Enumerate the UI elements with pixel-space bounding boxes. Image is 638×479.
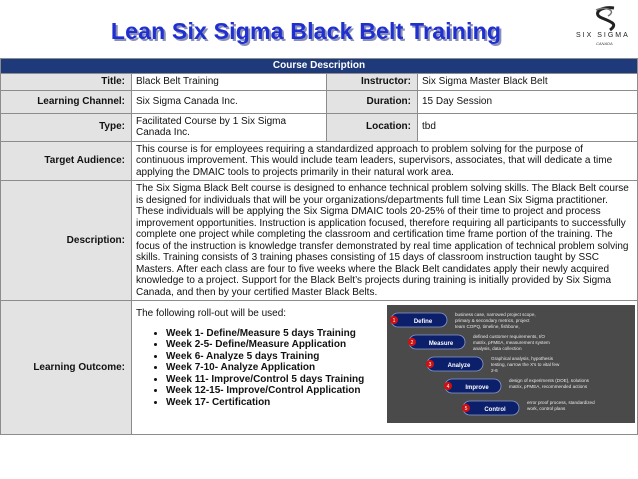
- dmaic-step-note: Graphical analysis, hypothesis: [491, 356, 554, 361]
- instructor-value: Six Sigma Master Black Belt: [418, 74, 638, 91]
- learning-outcome-cell: [132, 301, 638, 435]
- rollout-item: • Week 2-5- Define/Measure Application: [166, 339, 633, 351]
- rollout-item: • Week 11- Improve/Control 5 days Training: [166, 374, 633, 386]
- dmaic-step-label: Measure: [428, 341, 454, 347]
- location-value: tbd: [418, 113, 638, 141]
- dmaic-step-number: 1: [392, 318, 396, 324]
- dmaic-diagram: [387, 305, 635, 423]
- duration-label: Duration:: [327, 90, 418, 113]
- type-label: Type:: [1, 113, 132, 141]
- type-value: Facilitated Course by 1 Six Sigma Canada Inc.: [132, 113, 327, 141]
- dmaic-step-define: [390, 312, 536, 329]
- dmaic-step-note: analysis, data collection: [473, 346, 522, 351]
- dmaic-step-label: Improve: [465, 385, 489, 391]
- page-title: Lean Six Sigma Black Belt Training: [110, 18, 502, 44]
- target-audience-label: Target Audience:: [1, 141, 132, 181]
- learning-channel-label: Learning Channel:: [1, 90, 132, 113]
- dmaic-step-label: Analyze: [447, 363, 471, 369]
- dmaic-step-note: design of experiments (DOE), solutions: [509, 378, 589, 383]
- dmaic-step-label: Define: [413, 319, 433, 325]
- learning-outcome-intro: The following roll-out will be used:: [136, 308, 287, 319]
- dmaic-step-number: 4: [446, 384, 450, 390]
- learning-outcome-label: Learning Outcome:: [1, 301, 132, 435]
- description-label: Description:: [1, 181, 132, 301]
- dmaic-step-number: 2: [410, 340, 414, 346]
- course-description-header: Course Description: [1, 59, 638, 74]
- dmaic-step-note: primary & secondary metrics, project: [455, 318, 530, 323]
- logo-brand: SIX SIGMA: [576, 32, 630, 39]
- rollout-item: • Week 1- Define/Measure 5 days Training: [166, 328, 633, 340]
- learning-channel-value: Six Sigma Canada Inc.: [132, 90, 327, 113]
- dmaic-step-note: matrix, pFMEA, measurement system: [473, 340, 550, 345]
- dmaic-step-note: team COPQ, timeline, fishbone,: [455, 324, 520, 329]
- description-value: The Six Sigma Black Belt course is designed to enhance technical problem solving skills. The Black Belt course is designed for individuals that will be your organizations/departments full time Lean Six Sigma practitioner. These individuals will be applying the Six Sigma DMAIC tools 20-25% of their time to project and process improvement opportunities. Instruction is application focused, therefore requiring all participants to successfully complete one project while completing the classroom and certification time frame portion of the training. The focus of the instruction is knowledge transfer demonstrated by real time application of technical problem solving skills. Training consists of 3 training phases consisting of 15 days of classroom instruction taught by SSC Masters. After each class are four to five weeks where the Black Belt candidates apply their newly acquired knowledge to a project. Support for the Black Belt’s projects during training is initially provided by Six Sigma Canada, and then by your certified Master Black Belts.: [132, 181, 638, 301]
- dmaic-step-number: 3: [428, 362, 432, 368]
- course-table: [0, 58, 638, 435]
- dmaic-step-number: 5: [464, 406, 468, 412]
- title-value: Black Belt Training: [132, 74, 327, 91]
- dmaic-step-note: work, control plans: [527, 406, 566, 411]
- rollout-item: • Week 12-15- Improve/Control Application: [166, 385, 633, 397]
- dmaic-step-note: testing, narrow the X's to vital few: [491, 362, 560, 367]
- dmaic-step-note: 2-6: [491, 368, 498, 373]
- logo-tagline: CANADA: [596, 41, 613, 46]
- instructor-label: Instructor:: [327, 74, 418, 91]
- dmaic-step-note: business case, narrowed project scope,: [455, 312, 536, 317]
- rollout-item: • Week 6- Analyze 5 days Training: [166, 351, 633, 363]
- dmaic-step-note: error proof process, standardized: [527, 400, 595, 405]
- rollout-item: • Week 7-10- Analyze Application: [166, 362, 633, 374]
- dmaic-step-note: matrix, pFMEA, recommended actions: [509, 384, 588, 389]
- duration-value: 15 Day Session: [418, 90, 638, 113]
- rollout-item: • Week 17- Certification: [166, 397, 633, 409]
- dmaic-step-note: defined customer requirements, I/O: [473, 334, 546, 339]
- target-audience-value: This course is for employees requiring a standardized approach to problem solving for the purpose of continuous improvement. This would include team leaders, supervisors, associates, that will dedicate a time applying the DMAIC tools to projects primarily in their natural work area.: [132, 141, 638, 181]
- location-label: Location:: [327, 113, 418, 141]
- title-label: Title:: [1, 74, 132, 91]
- dmaic-step-label: Control: [484, 407, 506, 413]
